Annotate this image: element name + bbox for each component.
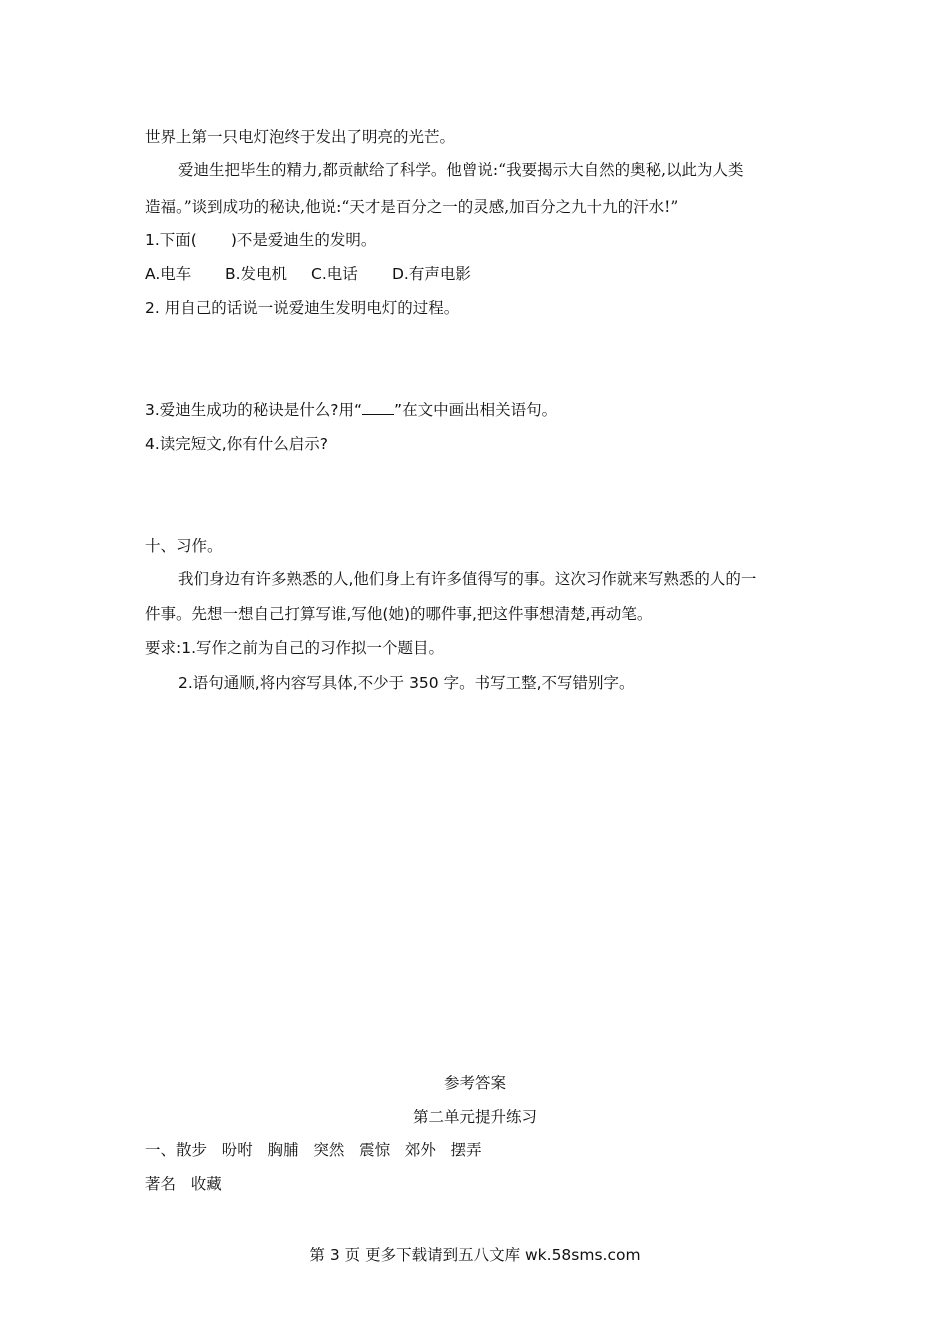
writing-requirement-1: 要求:1.写作之前为自己的习作拟一个题目。 xyxy=(145,639,445,657)
option-a: A.电车 xyxy=(145,265,192,283)
question-1-prefix: 1.下面( xyxy=(145,231,197,249)
writing-body-line-2: 件事。先想一想自己打算写谁,写他(她)的哪件事,把这件事想清楚,再动笔。 xyxy=(145,605,653,623)
writing-heading: 十、习作。 xyxy=(145,537,223,555)
answers-line-1: 一、散步 吩咐 胸脯 突然 震惊 郊外 摆弄 xyxy=(145,1141,482,1159)
option-b: B.发电机 xyxy=(225,265,288,283)
passage-line-1: 世界上第一只电灯泡终于发出了明亮的光芒。 xyxy=(145,128,456,146)
question-1-suffix: )不是爱迪生的发明。 xyxy=(230,231,377,249)
option-c: C.电话 xyxy=(311,265,358,283)
answers-subtitle: 第二单元提升练习 xyxy=(412,1108,537,1126)
answers-title: 参考答案 xyxy=(443,1074,506,1092)
question-3 xyxy=(145,400,557,420)
writing-requirement-2: 2.语句通顺,将内容写具体,不少于 350 字。书写工整,不写错别字。 xyxy=(178,674,635,692)
underline-mark xyxy=(362,400,394,415)
answers-line-2: 著名 收藏 xyxy=(145,1175,222,1193)
option-d: D.有声电影 xyxy=(392,265,471,283)
question-3-prefix: 3.爱迪生成功的秘诀是什么?用“ xyxy=(145,401,363,419)
question-2: 2. 用自己的话说一说爱迪生发明电灯的过程。 xyxy=(145,299,460,317)
question-3-suffix: ”在文中画出相关语句。 xyxy=(394,401,558,419)
question-4: 4.读完短文,你有什么启示? xyxy=(145,435,328,453)
writing-body-line-1: 我们身边有许多熟悉的人,他们身上有许多值得写的事。这次习作就来写熟悉的人的一 xyxy=(178,570,757,588)
question-1 xyxy=(145,230,376,250)
passage-paragraph-line-1: 爱迪生把毕生的精力,都贡献给了科学。他曾说:“我要揭示大自然的奥秘,以此为人类 xyxy=(178,161,744,179)
page-footer: 第 3 页 更多下载请到五八文库 wk.58sms.com xyxy=(309,1246,641,1264)
passage-paragraph-line-2: 造福。”谈到成功的秘诀,他说:“天才是百分之一的灵感,加百分之九十九的汗水!” xyxy=(145,198,679,216)
